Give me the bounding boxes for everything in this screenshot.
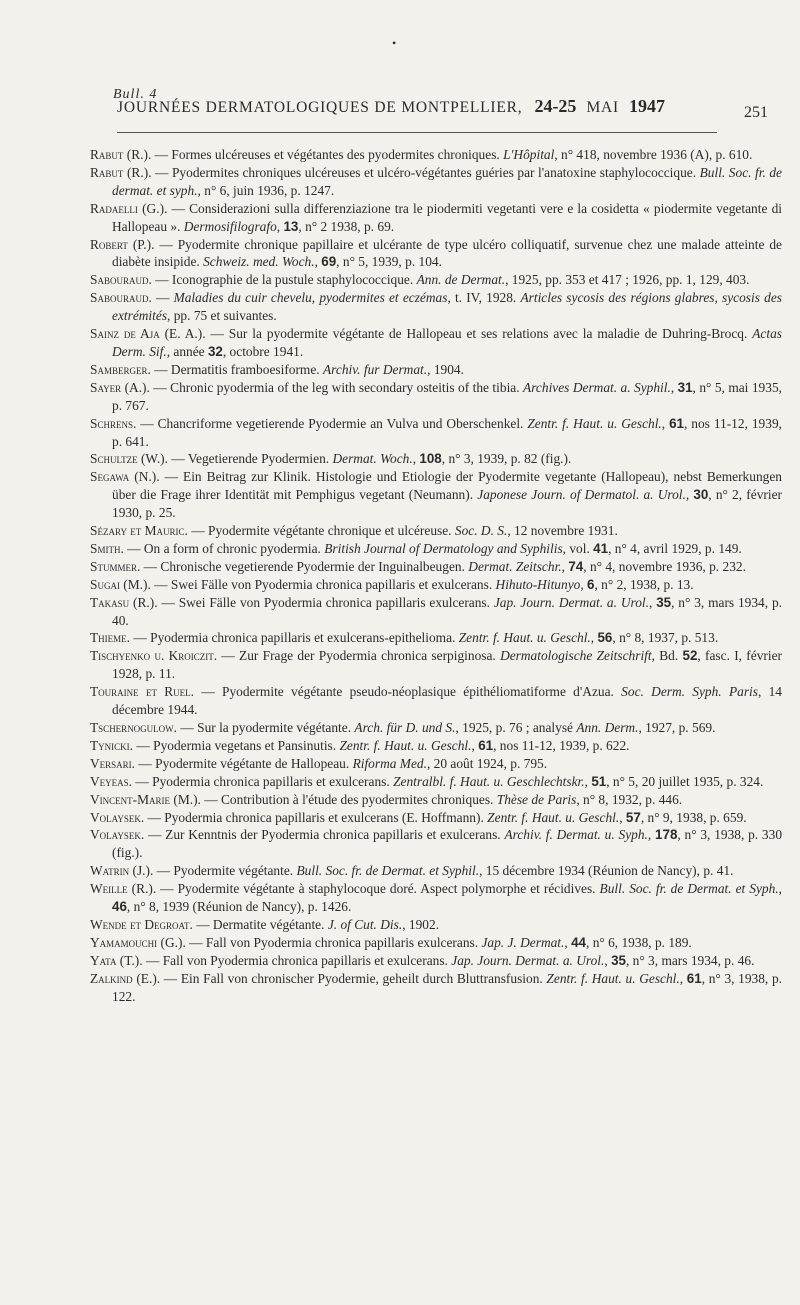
entry-author: Rabut (R.). [90, 147, 152, 162]
entry-volume: 31 [677, 379, 693, 395]
entry-text: , n° 8, 1939 (Réunion de Nancy), p. 1426. [126, 899, 352, 915]
entry-source-title: Dermat. Zeitschr. [468, 558, 562, 574]
entry-volume: 108 [419, 451, 442, 467]
entry-text: — Pyodermite végétante à staphylocoque doré. Aspect polymorphe et récidives. [156, 881, 600, 897]
entry-text: — Pyodermite végétante chronique et ulcéreuse. [187, 523, 455, 539]
entry-text: — Iconographie de la pustule staphylococcique. [151, 272, 417, 288]
bibliography-entry [90, 719, 782, 737]
bibliography-entry [90, 522, 782, 540]
bibliography-entry [90, 450, 782, 468]
entry-text: , n° 3, mars 1934, p. 46. [625, 952, 755, 968]
entry-source-title: Bull. Soc. fr. de Dermat. et Syphil. [296, 863, 480, 879]
entry-text: , 15 décembre 1934 (Réunion de Nancy), p. 41. [479, 863, 734, 879]
entry-volume: 30 [693, 487, 709, 503]
entry-author: Volaysek. [90, 827, 145, 843]
entry-text: , année [166, 343, 208, 359]
entry-text: , [590, 630, 598, 646]
entry-volume: 61 [478, 737, 494, 753]
entry-text: — Sur la pyodermite végétante. [177, 720, 355, 735]
running-head-title: JOURNÉES DERMATOLOGIQUES DE MONTPELLIER, [117, 99, 523, 116]
entry-text: , 20 août 1924, p. 795. [426, 755, 548, 771]
entry-source-title: Ann. de Dermat. [416, 272, 506, 288]
entry-author: Rabut (R.). [90, 164, 152, 180]
entry-volume: 46 [112, 899, 127, 915]
entry-text: , [778, 881, 782, 897]
entry-text: , 1925, pp. 353 et 417 ; 1926, pp. 1, 129, 403. [505, 272, 750, 288]
entry-source-title: Dermatologische Zeitschrift [500, 648, 652, 664]
entry-author: Radaelli (G.). [90, 200, 168, 216]
entry-source-title: Soc. Derm. Syph. Paris [621, 684, 758, 700]
entry-volume: 44 [571, 934, 586, 950]
entry-text: — Chronic pyodermia of the leg with secondary osteitis of the tibia. [149, 379, 524, 395]
entry-text: , n° 6, 1938, p. 189. [586, 934, 692, 950]
entry-source-title: Schweiz. med. Woch. [203, 254, 315, 270]
entry-source-title: Jap. J. Dermat. [481, 934, 565, 950]
entry-text: , pp. 75 et suivantes. [167, 308, 277, 324]
entry-volume: 61 [686, 970, 702, 986]
entry-text: — Considerazioni sulla differenziazione tra le piodermiti vegetanti vere e la cosidetta « piodermite vegetante di Hallopeau ». [112, 200, 782, 234]
bibliography-entry [90, 468, 782, 522]
entry-source-title: Archiv. fur Dermat. [322, 361, 428, 377]
entry-author: Thieme. [90, 630, 131, 646]
entry-volume: 178 [655, 827, 678, 843]
entry-source-title: Bull. Soc. fr. de dermat. et syph. [112, 164, 782, 198]
bibliography-entry [90, 791, 782, 809]
page-mark: • [392, 36, 397, 50]
entry-text: — Pyodermites chroniques ulcéreuses et ulcéro-végétantes guéries par l'anatoxine staphylococcique. [151, 164, 700, 180]
entry-author: Yata (T.). [90, 952, 143, 968]
entry-text: — Pyodermite végétante pseudo-néoplasique épithéliomatiforme d'Azua. [194, 684, 622, 700]
entry-text: , [619, 809, 626, 825]
entry-author: Robert (P.). [90, 236, 155, 252]
entry-source-title: Zentr. f. Haut. u. Geschl. [339, 737, 472, 753]
entry-text: — On a form of chronic pyodermia. [123, 540, 325, 556]
bibliography-entry [90, 361, 782, 379]
bibliography-entry [90, 146, 782, 164]
entry-source-title: Thèse de Paris [496, 791, 577, 807]
running-head-year: 1947 [628, 96, 665, 116]
entry-text: — Fall von Pyodermia chronica papillaris et exulcerans. [142, 952, 452, 968]
entry-source-title: Arch. für D. und S. [354, 720, 456, 735]
entry-volume: 32 [207, 343, 223, 359]
entry-author: Wende et Degroat. [90, 916, 193, 932]
entry-author: Vincent-Marie (M.). [90, 791, 201, 807]
entry-author: Schrens. [90, 415, 137, 431]
entry-volume: 57 [625, 809, 641, 825]
entry-text: , n° 2, 1938, p. 13. [594, 576, 694, 592]
bibliography-entry [90, 737, 782, 755]
entry-source-title: Jap. Journ. Dermat. a. Urol. [451, 952, 605, 968]
entry-text: — Pyodermia chronica papillaris et exulcerans-epithelioma. [130, 630, 459, 646]
entry-author: Sayer (A.). [90, 379, 150, 395]
entry-text: , [564, 934, 572, 950]
running-head-month: MAI [586, 99, 619, 116]
entry-author: Sézary et Mauric. [90, 523, 188, 539]
journal-reference: Bull. 4 [113, 87, 158, 102]
entry-text: — Formes ulcéreuses et végétantes des pyodermites chroniques. [151, 147, 504, 162]
entry-volume: 74 [568, 558, 584, 574]
bibliography-entry [90, 289, 782, 325]
entry-text: , n° 8, 1932, p. 446. [576, 791, 683, 807]
entry-source-title: Bull. Soc. fr. de Dermat. et Syph. [599, 881, 779, 897]
entry-text: — Dermatite végétante. [192, 916, 328, 932]
entry-text: , n° 2, février 1930, p. 25. [112, 487, 782, 521]
entry-volume: 52 [682, 648, 698, 664]
entry-text: — Pyodermia vegetans et Pansinutis. [133, 737, 340, 753]
entry-text: , 1925, p. 76 ; analysé [455, 720, 577, 735]
bibliography-list [90, 146, 782, 1006]
bibliography-entry [90, 415, 782, 451]
entry-text: , nos 11-12, 1939, p. 622. [493, 737, 630, 753]
entry-text: — Zur Kenntnis der Pyodermia chronica papillaris et exulcerans. [144, 827, 505, 843]
entry-author: Schultze (W.). [90, 451, 168, 467]
entry-text: , [580, 576, 588, 592]
entry-text: — Pyodermite chronique papillaire et ulcérante de type ulcéro colliquatif, survenue chez une malade atteinte de diabète insipide. [112, 236, 782, 270]
entry-text: , [648, 594, 657, 610]
bibliography-entry [90, 594, 782, 630]
entry-author: Veyeas. [90, 773, 133, 789]
entry-text: , [670, 379, 678, 395]
entry-source-title: Dermosifilografo [183, 218, 277, 234]
entry-text: , n° 5, 20 juillet 1935, p. 324. [606, 773, 764, 789]
entry-text: — Zur Frage der Pyodermia chronica serpiginosa. [217, 648, 501, 664]
bibliography-entry [90, 809, 782, 827]
entry-text: , n° 2 1938, p. 69. [298, 218, 395, 234]
entry-text: , n° 3, 1938, p. 122. [112, 970, 782, 1004]
entry-author: Versari. [90, 755, 136, 771]
entry-text: , n° 5, 1939, p. 104. [336, 254, 442, 270]
entry-source-title: Actas Derm. Sif. [112, 326, 782, 359]
entry-author: Sainz de Aja (E. A.). [90, 326, 206, 342]
entry-text: — Sur la pyodermite végétante de Hallopeau et ses relations avec la maladie de Duhring-Brocq. [205, 326, 753, 342]
entry-text: , [561, 558, 569, 574]
entry-source-title: Zentralbl. f. Haut. u. Geschlechtskr. [393, 773, 585, 789]
entry-text: , [661, 415, 670, 431]
entry-author: Smith. [90, 540, 124, 556]
entry-volume: 35 [656, 594, 672, 610]
bibliography-entry [90, 755, 782, 773]
entry-source-title: Jap. Journ. Dermat. a. Urol. [493, 594, 649, 610]
bibliography-entry [90, 970, 782, 1006]
entry-source-title: L'Hôpital [503, 147, 555, 162]
bibliography-entry [90, 540, 782, 558]
bibliography-entry [90, 916, 782, 934]
bibliography-entry [90, 236, 782, 272]
bibliography-entry [90, 826, 782, 862]
entry-text: , n° 9, 1938, p. 659. [640, 809, 747, 825]
entry-text: — Chronische vegetierende Pyodermie der Inguinalbeugen. [140, 558, 469, 574]
entry-source-title: Zentr. f. Haut. u. Geschl. [487, 809, 620, 825]
entry-text: — [151, 290, 174, 306]
entry-source-title: Zentr. f. Haut. u. Geschl. [546, 970, 680, 986]
entry-author: Tschernogulow. [90, 720, 178, 735]
entry-volume: 69 [321, 254, 337, 270]
entry-volume: 51 [591, 773, 607, 789]
entry-text: — Ein Fall von chronischer Pyodermie, geheilt durch Bluttransfusion. [160, 970, 547, 986]
entry-source-title: J. of Cut. Dis. [327, 916, 403, 932]
entry-text: , [276, 218, 284, 234]
entry-text: , 1902. [402, 916, 440, 932]
entry-text: , 1904. [427, 361, 464, 377]
entry-author: Watrin (J.). [90, 863, 154, 879]
entry-source-title: British Journal of Dermatology and Syphilis [324, 540, 563, 556]
bibliography-entry [90, 773, 782, 791]
entry-text: , [685, 487, 694, 503]
entry-text: , octobre 1941. [222, 343, 304, 359]
entry-author: Zalkind (E.). [90, 970, 161, 986]
entry-volume: 35 [611, 952, 626, 968]
entry-author: Segawa (N.). [90, 469, 160, 485]
entry-author: Sabouraud. [90, 272, 152, 288]
entry-text: , n° 5, mai 1935, p. 767. [112, 379, 782, 413]
entry-text: , n° 4, avril 1929, p. 149. [608, 540, 742, 556]
entry-text: — Pyodermia chronica papillaris et exulcerans. [132, 773, 394, 789]
entry-source-title: Dermat. Woch. [332, 451, 413, 467]
entry-text: , 12 novembre 1931. [507, 523, 618, 539]
entry-text: , vol. [562, 540, 594, 556]
entry-text: , [604, 952, 612, 968]
entry-author: Tynicki. [90, 737, 134, 753]
entry-text: , t. IV, 1928. [447, 290, 521, 306]
entry-author: Weille (R.). [90, 881, 157, 897]
entry-text: , nos 11-12, 1939, p. 641. [112, 415, 782, 449]
bibliography-entry [90, 862, 782, 880]
entry-author: Samberger. [90, 361, 151, 377]
entry-text: — Pyodermia chronica papillaris et exulcerans (E. Hoffmann). [144, 809, 488, 825]
entry-volume: 56 [597, 630, 613, 646]
bibliography-entry [90, 271, 782, 289]
entry-source-title: Zentr. f. Haut. u. Geschl. [458, 630, 591, 646]
entry-volume: 61 [669, 415, 684, 431]
entry-author: Yamamouchi (G.). [90, 934, 186, 950]
entry-source-title: Riforma Med. [352, 755, 427, 771]
bibliography-entry [90, 164, 782, 200]
bibliography-entry [90, 325, 782, 361]
entry-text: — Swei Fälle von Pyodermia chronica papillaris exulcerans. [157, 594, 494, 610]
entry-text: , [584, 773, 592, 789]
entry-author: Sabouraud. [90, 290, 152, 306]
entry-source-title: Zentr. f. Haut. u. Geschl. [527, 415, 662, 431]
entry-source-title: Ann. Derm. [576, 720, 639, 735]
entry-text: , 14 décembre 1944. [112, 684, 782, 718]
entry-text: — Ein Beitrag zur Klinik. Histologie und Etiologie der Pyodermite vegetante (Hallopeau), nebst Bemerkungen über die Frage ihrer Identität mit Pemphigus vegetant (Neumann). [112, 469, 782, 503]
entry-text: , [471, 737, 479, 753]
entry-text: — Fall von Pyodermia chronica papillaris exulcerans. [185, 934, 482, 950]
entry-text: — Contribution à l'étude des pyodermites chroniques. [200, 791, 497, 807]
entry-author: Takasu (R.). [90, 594, 158, 610]
entry-author: Sugai (M.). [90, 576, 151, 592]
entry-text: — Vegetierende Pyodermien. [167, 451, 333, 467]
bibliography-entry [90, 683, 782, 719]
bibliography-entry [90, 379, 782, 415]
entry-author: Stummer. [90, 558, 141, 574]
running-head [117, 96, 777, 126]
entry-author: Touraine et Ruel. [90, 684, 195, 700]
bibliography-entry [90, 558, 782, 576]
bibliography-entry [90, 647, 782, 683]
entry-volume: 6 [587, 576, 595, 592]
entry-author: Tischyenko u. Kroiczit. [90, 648, 218, 664]
entry-text: , fasc. I, février 1928, p. 11. [112, 648, 782, 682]
entry-text: , [314, 254, 322, 270]
entry-text: — Pyodermite végétante de Hallopeau. [135, 755, 353, 771]
entry-source-title: Maladies du cuir chevelu, pyodermites et eczémas [173, 290, 448, 306]
entry-text: , Bd. [651, 648, 683, 664]
entry-text: , n° 6, juin 1936, p. 1247. [197, 182, 335, 198]
entry-text: , 1927, p. 569. [638, 720, 716, 735]
entry-text: — Dermatitis framboesiforme. [150, 361, 323, 377]
bibliography-entry [90, 200, 782, 236]
entry-source-title: Archives Dermat. a. Syphil. [523, 379, 671, 395]
entry-text: , n° 8, 1937, p. 513. [612, 630, 719, 646]
entry-text: , n° 3, mars 1934, p. 40. [112, 594, 783, 628]
running-head-dates: 24-25 [534, 96, 577, 116]
entry-source-title: Hihuto-Hitunyo [495, 576, 581, 592]
entry-source-title: Archiv. f. Dermat. u. Syph. [504, 827, 648, 843]
entry-text: , [412, 451, 420, 467]
entry-text: , n° 418, novembre 1936 (A), p. 610. [554, 147, 753, 162]
entry-text: — Swei Fälle von Pyodermia chronica papillaris et exulcerans. [150, 576, 496, 592]
entry-text: — Chancriforme vegetierende Pyodermie an Vulva und Oberschenkel. [136, 415, 528, 431]
entry-text: , n° 3, 1938, p. 330 (fig.). [112, 827, 783, 861]
entry-text: — Pyodermite végétante. [153, 863, 297, 879]
header-rule [117, 132, 717, 133]
entry-text: , [647, 827, 656, 843]
entry-author: Volaysek. [90, 809, 145, 825]
bibliography-entry [90, 934, 782, 952]
bibliography-entry [90, 880, 782, 916]
entry-text: , n° 4, novembre 1936, p. 232. [583, 558, 746, 574]
entry-source-title: Articles sycosis des régions glabres, sycosis des extrémités [112, 290, 782, 324]
bibliography-entry [90, 629, 782, 647]
bibliography-entry [90, 952, 782, 970]
entry-volume: 13 [283, 218, 299, 234]
entry-source-title: Japonese Journ. of Dermatol. a. Urol. [477, 487, 686, 503]
bibliography-entry [90, 576, 782, 594]
entry-text: , n° 3, 1939, p. 82 (fig.). [441, 451, 572, 467]
entry-text: , [679, 970, 687, 986]
entry-volume: 41 [593, 540, 609, 556]
entry-source-title: Soc. D. S. [454, 523, 508, 539]
page-number: 251 [744, 104, 768, 121]
